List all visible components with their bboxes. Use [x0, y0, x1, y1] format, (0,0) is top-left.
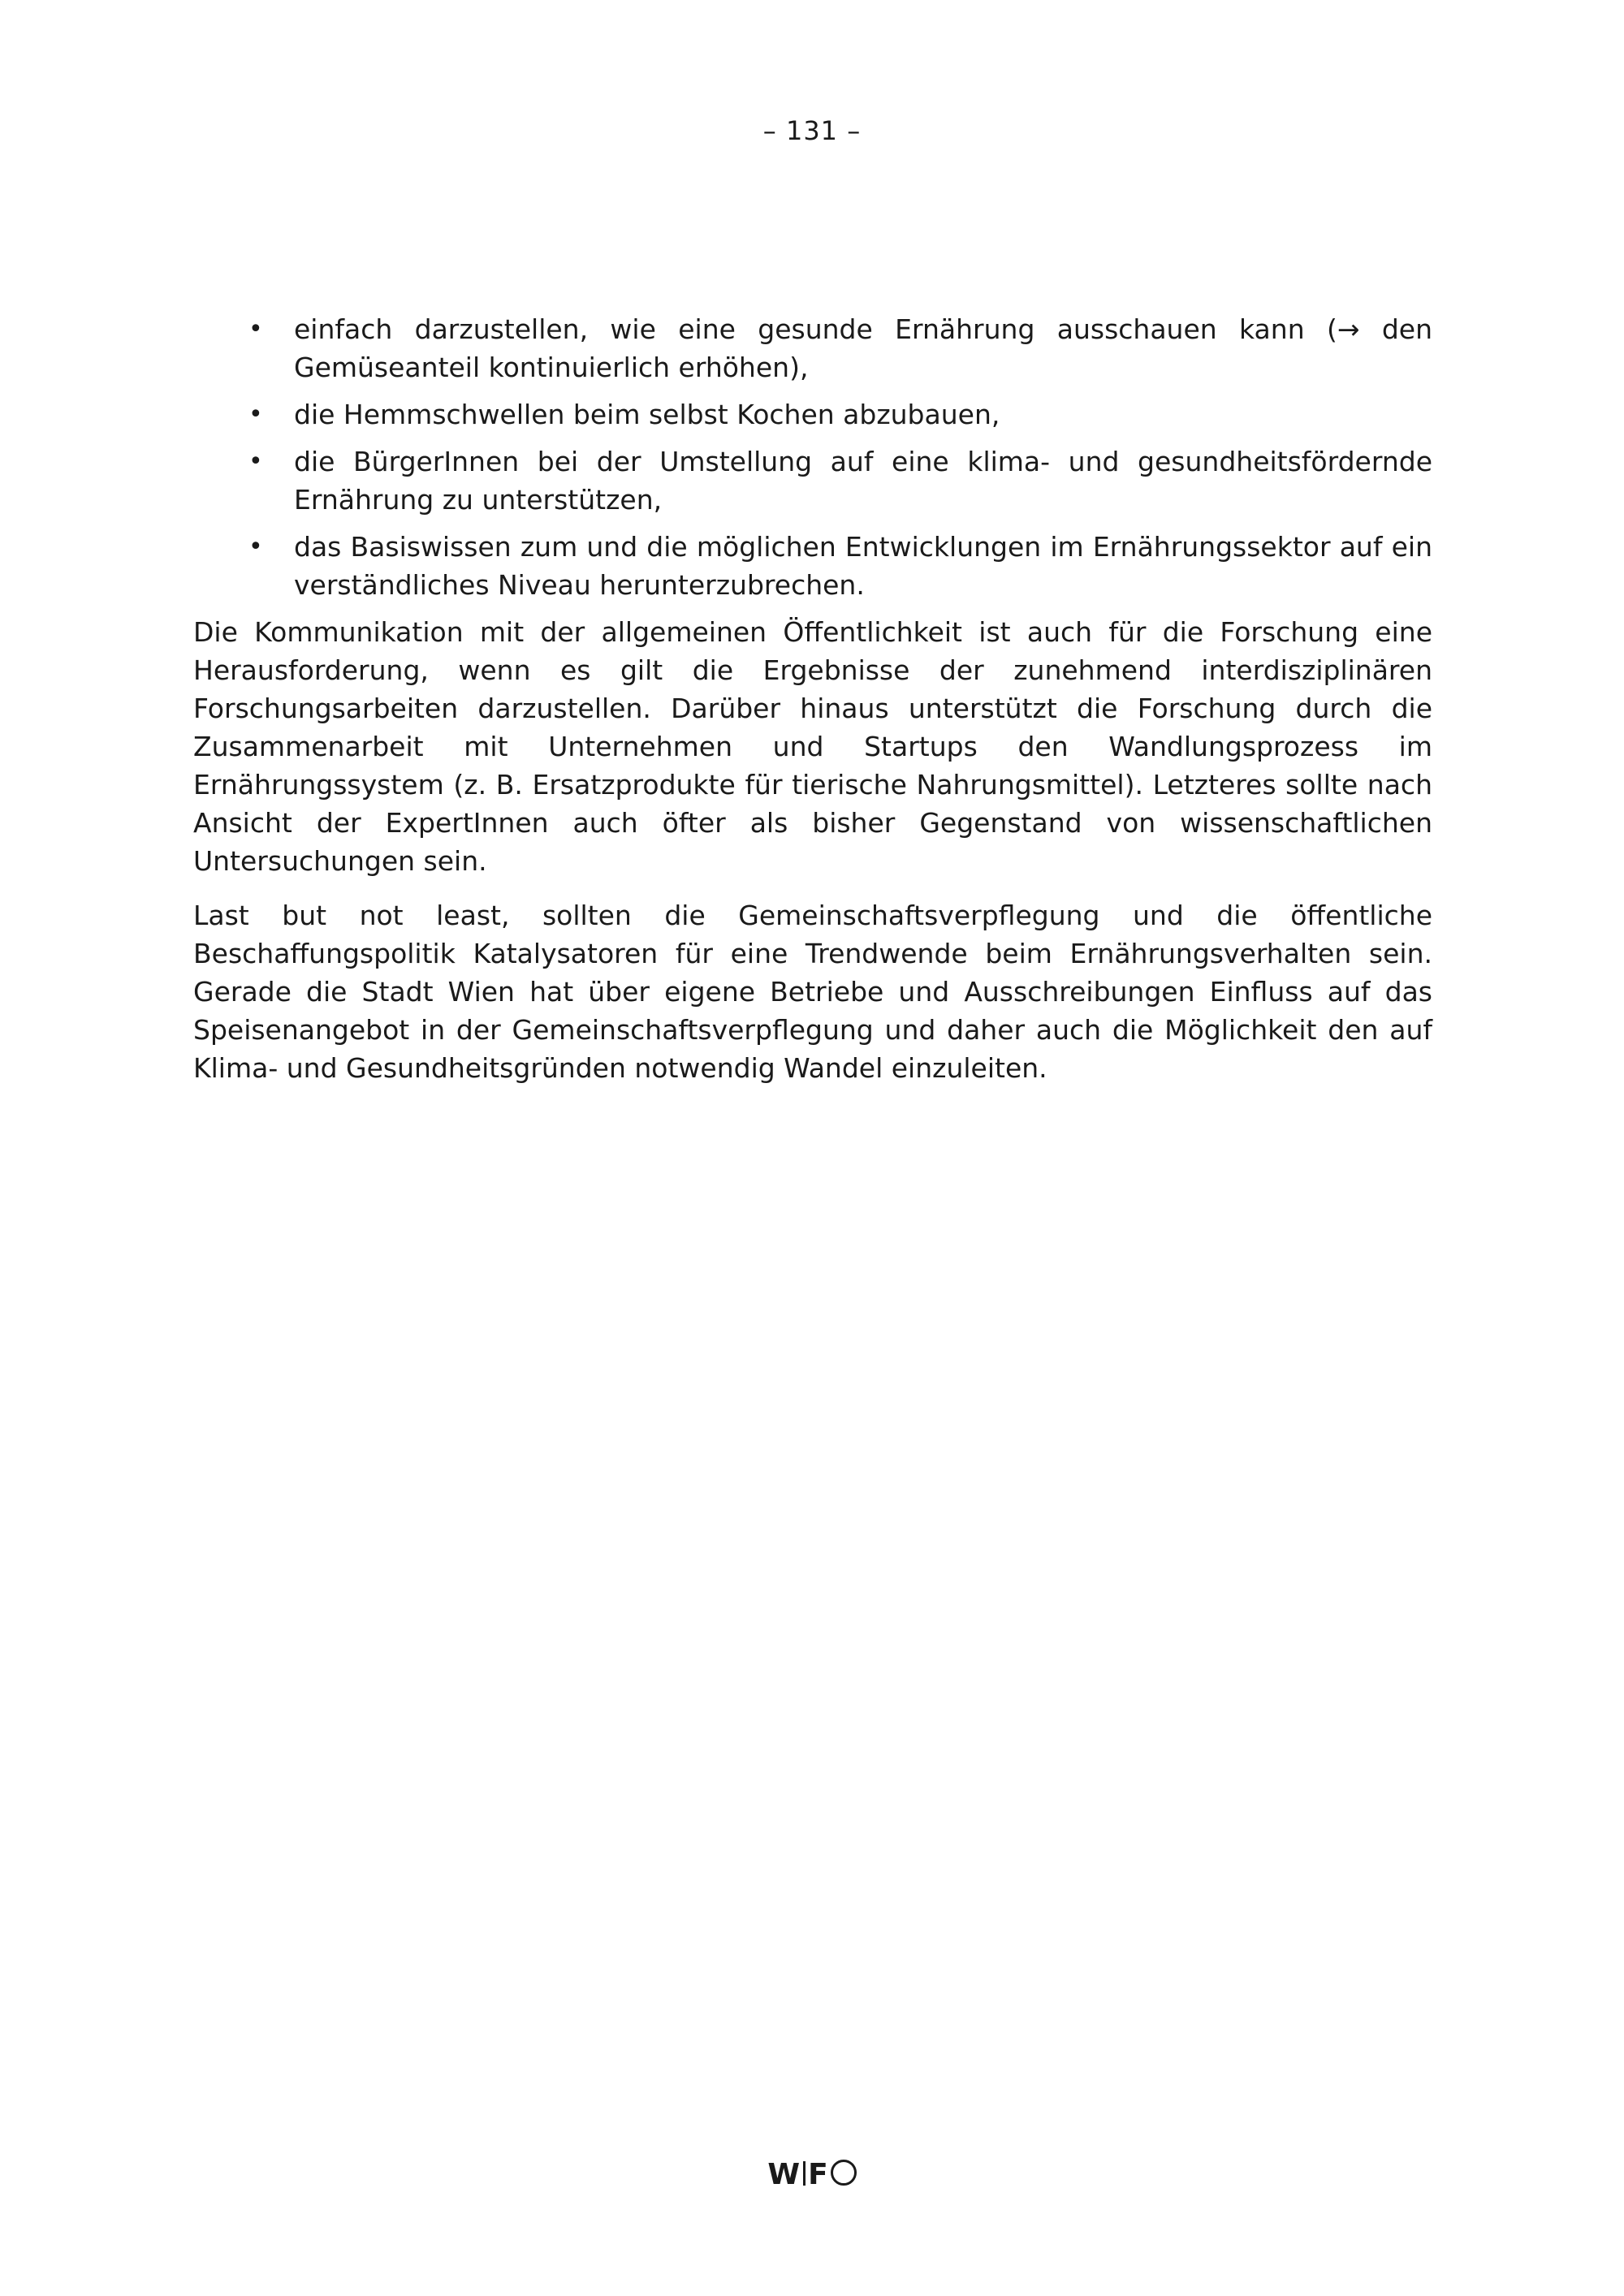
- body-content: [193, 310, 1432, 1103]
- bullet-icon: •: [248, 400, 263, 429]
- page-number: – 131 –: [762, 115, 862, 146]
- bullet-icon: •: [248, 533, 263, 561]
- paragraph-public-procurement: Last but not least, sollten die Gemeinschaftsverpflegung und die öffentliche Beschaffungspolitik Katalysatoren für eine Trendwende beim Ernährungsverhalten sein. Gerade die Stadt Wien hat über eigene Betriebe und Ausschreibungen Einfluss auf das Speisenangebot in der Gemeinschaftsverpflegung und daher auch die Möglichkeit den auf Klima- und Gesundheitsgründen notwendig Wandel einzuleiten.: [193, 900, 1432, 1084]
- bullet-icon: •: [248, 447, 263, 476]
- list-item-text: einfach darzustellen, wie eine gesunde Ernährung ausschauen kann (→ den Gemüseanteil kontinuierlich erhöhen),: [294, 313, 1432, 383]
- list-item: [193, 310, 1432, 386]
- wifo-logo-w: W: [767, 2158, 801, 2191]
- wifo-logo-f: F: [808, 2158, 829, 2191]
- list-item-text: die Hemmschwellen beim selbst Kochen abzubauen,: [294, 399, 1000, 430]
- paragraph-research-communication: Die Kommunikation mit der allgemeinen Öffentlichkeit ist auch für die Forschung eine Herausforderung, wenn es gilt die Ergebnisse der zunehmend interdisziplinären Forschungsarbeiten darzustellen. Darüber hinaus unterstützt die Forschung durch die Zusammenarbeit mit Unternehmen und Startups den Wandlungsprozess im Ernährungssystem (z. B. Ersatzprodukte für tierische Nahrungsmittel). Letzteres sollte nach Ansicht der ExpertInnen auch öfter als bisher Gegenstand von wissenschaftlichen Untersuchungen sein.: [193, 616, 1432, 877]
- list-item-text: die BürgerInnen bei der Umstellung auf eine klima- und gesundheitsfördernde Ernährung zu unterstützen,: [294, 446, 1432, 516]
- wifo-logo: [0, 2158, 1624, 2191]
- list-item-text: das Basiswissen zum und die möglichen Entwicklungen im Ernährungssektor auf ein verständliches Niveau herunterzubrechen.: [294, 531, 1432, 601]
- wifo-logo-circle-icon: [831, 2160, 857, 2186]
- list-item: [193, 528, 1432, 604]
- list-item: [193, 442, 1432, 519]
- list-item: [193, 395, 1432, 434]
- wifo-logo-bar-icon: [803, 2161, 806, 2186]
- bullet-icon: •: [248, 315, 263, 343]
- bullet-list: [193, 310, 1432, 604]
